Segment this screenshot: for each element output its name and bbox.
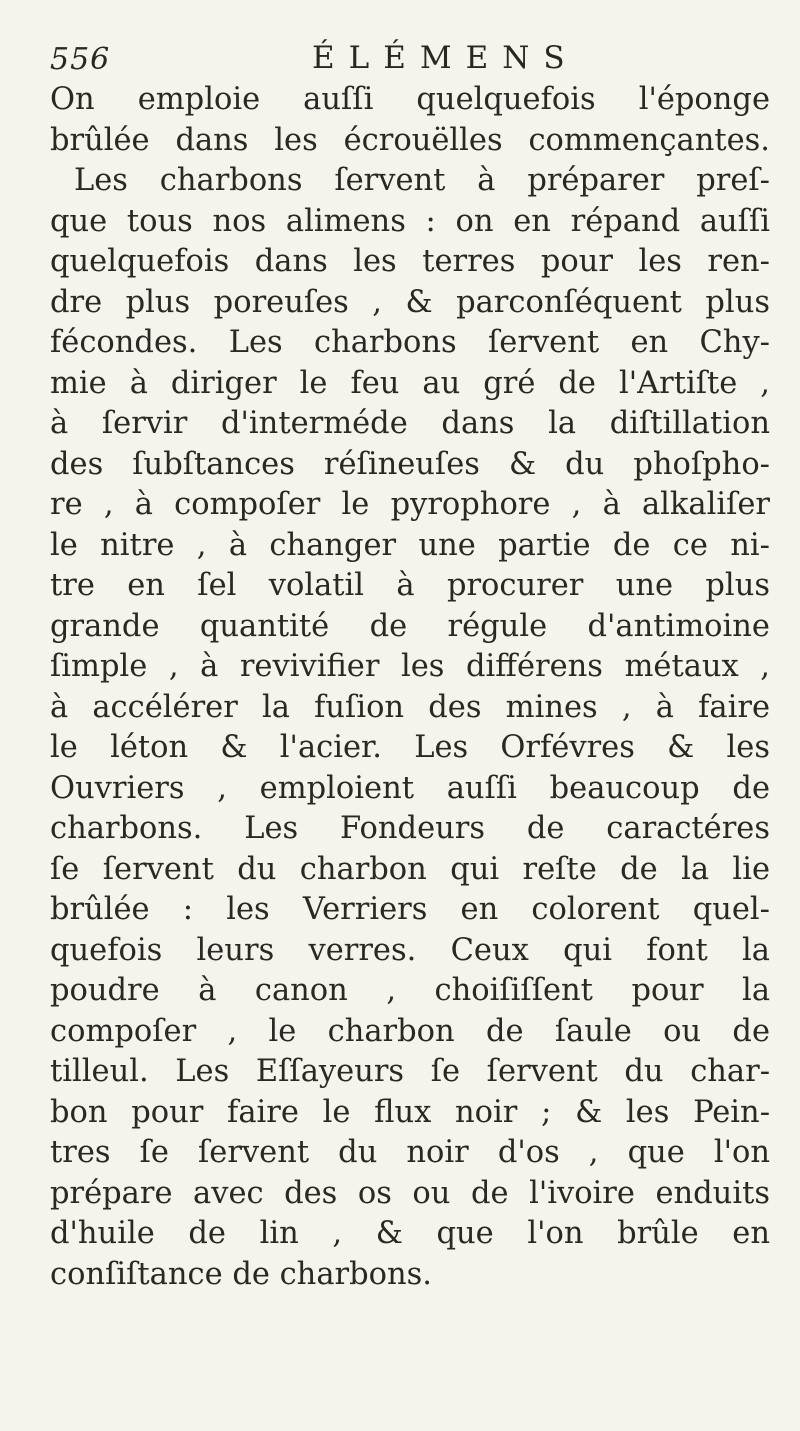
running-title: ÉLÉMENS: [312, 40, 579, 76]
text-line: le léton & l'acier. Les Orfévres & les: [50, 730, 770, 765]
text-line: On emploie auſſi quelquefois l'éponge: [50, 82, 770, 117]
page-header: [50, 14, 750, 84]
text-line: charbons. Les Fondeurs de caractéres: [50, 811, 770, 846]
text-line: mie à diriger le feu au gré de l'Artiſte ,: [50, 365, 770, 401]
page-number: 556: [50, 42, 111, 77]
text-line: des ſubſtances réſineuſes & du phoſpho-: [50, 446, 770, 482]
text-line: poudre à canon , choiſiſſent pour la: [50, 973, 770, 1008]
text-line: dre plus poreuſes , & parconſéquent plus: [50, 284, 770, 320]
text-line: conſiſtance de charbons.: [50, 1256, 432, 1292]
text-line: Ouvriers , emploient auſſi beaucoup de: [50, 770, 770, 806]
text-line: tilleul. Les Eſſayeurs ſe ſervent du char-: [50, 1054, 770, 1089]
text-line: compoſer , le charbon de ſaule ou de: [50, 1013, 770, 1049]
text-line: tres ſe ſervent du noir d'os , que l'on: [50, 1135, 770, 1170]
text-line: le nitre , à changer une partie de ce ni-: [50, 527, 770, 563]
text-line: brûlée : les Verriers en colorent quel-: [50, 892, 770, 927]
text-line: à ſervir d'interméde dans la diſtillation: [50, 406, 770, 441]
text-line: re , à compoſer le pyrophore , à alkaliſer: [50, 487, 770, 522]
text-line: à accélérer la fuſion des mines , à faire: [50, 689, 770, 725]
text-line: ſe ſervent du charbon qui reſte de la lie: [50, 851, 770, 887]
text-line: quelquefois dans les terres pour les ren-: [50, 244, 770, 279]
text-line: quefois leurs verres. Ceux qui font la: [50, 932, 770, 968]
text-line: que tous nos alimens : on en répand auſſi: [50, 203, 770, 239]
body-text: [50, 80, 770, 1295]
text-line: tre en ſel volatil à procurer une plus: [50, 568, 770, 603]
text-line: fécondes. Les charbons ſervent en Chy-: [50, 325, 770, 360]
text-line: grande quantité de régule d'antimoine: [50, 608, 770, 644]
text-line: brûlée dans les écrouëlles commençantes.: [50, 122, 770, 158]
text-line: d'huile de lin , & que l'on brûle en: [50, 1216, 770, 1251]
text-line: prépare avec des os ou de l'ivoire enduits: [50, 1175, 770, 1211]
text-line: ſimple , à revivifier les différens métaux ,: [50, 649, 770, 684]
text-line: bon pour faire le flux noir ; & les Pein-: [50, 1094, 770, 1130]
text-line: Les charbons ſervent à préparer preſ-: [74, 163, 770, 198]
